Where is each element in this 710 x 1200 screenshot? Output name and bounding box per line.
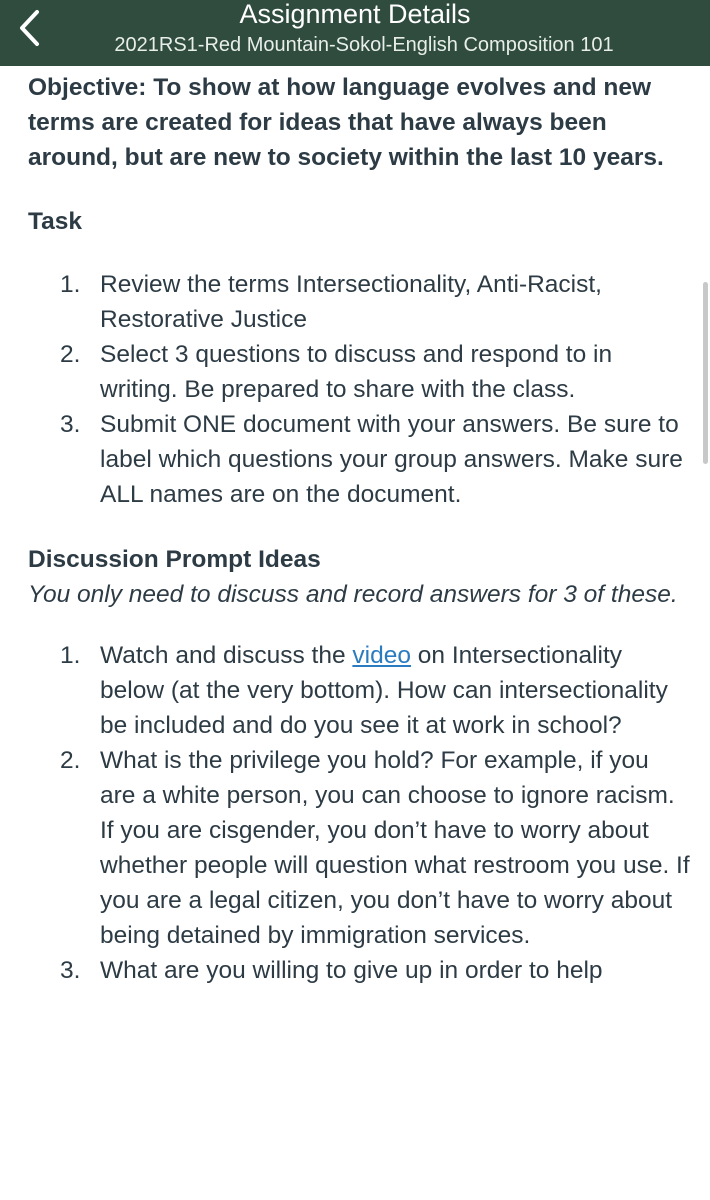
- list-item-text: What is the privilege you hold? For example, if you are a white person, you can choose to ignore racism. If you are cisgender, you don’t have to worry about whether people will question what restroom you use. If you are a legal citizen, you don’t have to worry about being detained by immigration services.: [100, 747, 690, 949]
- task-list: [28, 267, 690, 512]
- list-item: [28, 267, 690, 337]
- list-number: 2.: [60, 341, 81, 368]
- scrollbar[interactable]: [703, 282, 708, 464]
- discussion-subheading: You only need to discuss and record answers for 3 of these.: [28, 581, 678, 608]
- list-number: 1.: [60, 271, 81, 298]
- list-item: [28, 407, 690, 512]
- list-item: [28, 953, 690, 988]
- list-number: 3.: [60, 411, 81, 438]
- discussion-heading: Discussion Prompt Ideas: [28, 546, 321, 573]
- list-item-text: Select 3 questions to discuss and respond to in writing. Be prepared to share with the class.: [100, 341, 613, 403]
- list-item: [28, 743, 690, 953]
- list-item-text: Submit ONE document with your answers. Be sure to label which questions your group answers. Make sure ALL names are on the document.: [100, 411, 683, 508]
- list-item-text: Review the terms Intersectionality, Anti-Racist, Restorative Justice: [100, 271, 602, 333]
- list-item: [28, 337, 690, 407]
- list-item-text-before-link: Watch and discuss the: [100, 642, 353, 669]
- list-item: [28, 638, 690, 743]
- page-title: Assignment Details: [239, 0, 471, 29]
- course-subtitle: 2021RS1-Red Mountain-Sokol-English Composition 101: [114, 34, 614, 56]
- prompt-list: [28, 638, 690, 988]
- video-link[interactable]: video: [352, 642, 411, 669]
- list-item-text: What are you willing to give up in order to help: [100, 957, 603, 984]
- objective-text: Objective: To show at how language evolves and new terms are created for ideas that have always been around, but are new to society within the last 10 years.: [28, 74, 664, 171]
- list-number: 1.: [60, 642, 81, 669]
- assignment-content: [28, 70, 690, 988]
- task-heading: Task: [28, 208, 83, 235]
- list-number: 3.: [60, 957, 81, 984]
- list-number: 2.: [60, 747, 81, 774]
- header-bar: [0, 0, 710, 66]
- list-item-text-after-link: on Intersectionality below (at the very bottom). How can intersectionality be included and do you see it at work in school?: [100, 642, 668, 739]
